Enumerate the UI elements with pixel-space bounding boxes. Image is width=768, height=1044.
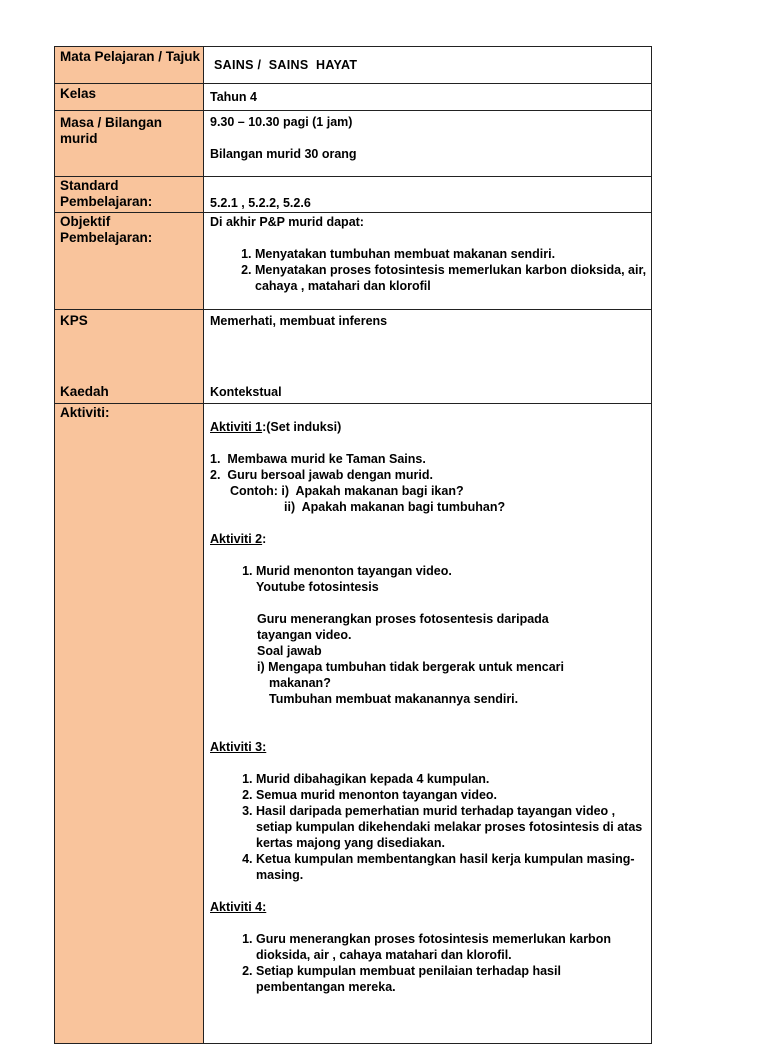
activity-2-list	[210, 563, 651, 595]
activity-4-item: 2. Setiap kumpulan membuat penilaian terhadap hasil pembentangan mereka.	[256, 963, 643, 995]
row-time	[55, 111, 652, 177]
activity-2-heading	[210, 531, 651, 547]
activity-1-line: Contoh: i) Apakah makanan bagi ikan?	[230, 484, 464, 498]
objective-list	[210, 246, 651, 294]
value-class: Tahun 4	[204, 84, 652, 111]
objective-item: 2. Menyatakan proses fotosintesis memerlukan karbon dioksida, air, cahaya , matahari dan klorofil	[255, 262, 651, 294]
activity-2-text: makanan?	[269, 676, 331, 690]
activity-4-title: Aktiviti 4:	[210, 900, 267, 914]
activity-1-suffix: :(Set induksi)	[262, 420, 342, 434]
activity-3-item: 4. Ketua kumpulan membentangkan hasil kerja kumpulan masing-masing.	[256, 851, 643, 883]
row-activities	[55, 404, 652, 1044]
student-count: Bilangan murid 30 orang	[210, 147, 357, 161]
activity-2-text: tayangan video.	[257, 628, 352, 642]
activity-3-list	[210, 771, 651, 883]
label-activities: Aktiviti:	[55, 404, 204, 1044]
row-class	[55, 84, 652, 111]
activity-2-title: Aktiviti 2	[210, 532, 263, 546]
row-subject	[55, 47, 652, 84]
activity-2-text: i) Mengapa tumbuhan tidak bergerak untuk mencari	[257, 660, 565, 674]
activity-3-title: Aktiviti 3:	[210, 740, 267, 754]
activity-1-heading	[210, 419, 651, 435]
activity-1-line: 1. Membawa murid ke Taman Sains.	[210, 452, 426, 466]
value-time	[204, 111, 652, 177]
activity-3-item: 1. Murid dibahagikan kepada 4 kumpulan.	[256, 771, 643, 787]
value-method: Kontekstual	[210, 385, 282, 399]
activity-2-item	[256, 563, 651, 595]
label-kps: KPS	[60, 313, 88, 328]
value-standard: 5.2.1 , 5.2.2, 5.2.6	[204, 177, 652, 213]
label-standard: Standard Pembelajaran:	[55, 177, 204, 213]
activity-3-item: 2. Semua murid menonton tayangan video.	[256, 787, 643, 803]
value-objective	[204, 213, 652, 310]
label-time: Masa / Bilangan murid	[55, 111, 204, 177]
value-kps: Memerhati, membuat inferens	[210, 314, 388, 328]
activity-3-item: 3. Hasil daripada pemerhatian murid terhadap tayangan video , setiap kumpulan dikehendaki melakar proses fotosintesis di atas kertas majong yang disediakan.	[256, 803, 643, 851]
objective-intro: Di akhir P&P murid dapat:	[210, 215, 364, 229]
activity-1-line: ii) Apakah makanan bagi tumbuhan?	[284, 500, 506, 514]
label-objective: Objektif Pembelajaran:	[55, 213, 204, 310]
value-kps-cell	[204, 310, 652, 404]
activity-2-text: Soal jawab	[257, 644, 322, 658]
label-subject: Mata Pelajaran / Tajuk	[55, 47, 204, 84]
label-method: Kaedah	[60, 384, 109, 399]
row-kps	[55, 310, 652, 404]
activity-2-item-line: Youtube fotosintesis	[256, 580, 379, 594]
activity-2-text: Tumbuhan membuat makanannya sendiri.	[269, 692, 519, 706]
objective-item: 1. Menyatakan tumbuhan membuat makanan sendiri.	[255, 246, 651, 262]
row-objective	[55, 213, 652, 310]
label-class: Kelas	[55, 84, 204, 111]
label-kps-cell	[55, 310, 204, 404]
activity-1-line: 2. Guru bersoal jawab dengan murid.	[210, 468, 433, 482]
activity-2-text: Guru menerangkan proses fotosentesis daripada	[257, 612, 549, 626]
value-activities	[204, 404, 652, 1044]
subject-text: SAINS / SAINS HAYAT	[214, 58, 358, 72]
time-value: 9.30 – 10.30 pagi (1 jam)	[210, 115, 353, 129]
activity-2-suffix: :	[262, 532, 267, 546]
value-subject	[204, 47, 652, 84]
lesson-plan-table	[54, 46, 652, 1044]
activity-4-item: 1. Guru menerangkan proses fotosintesis memerlukan karbon dioksida, air , cahaya matahari dan klorofil.	[256, 931, 643, 963]
activity-2-item-line: 1. Murid menonton tayangan video.	[256, 564, 452, 578]
row-standard	[55, 177, 652, 213]
activity-4-list	[210, 931, 651, 995]
activity-1-title: Aktiviti 1	[210, 420, 263, 434]
